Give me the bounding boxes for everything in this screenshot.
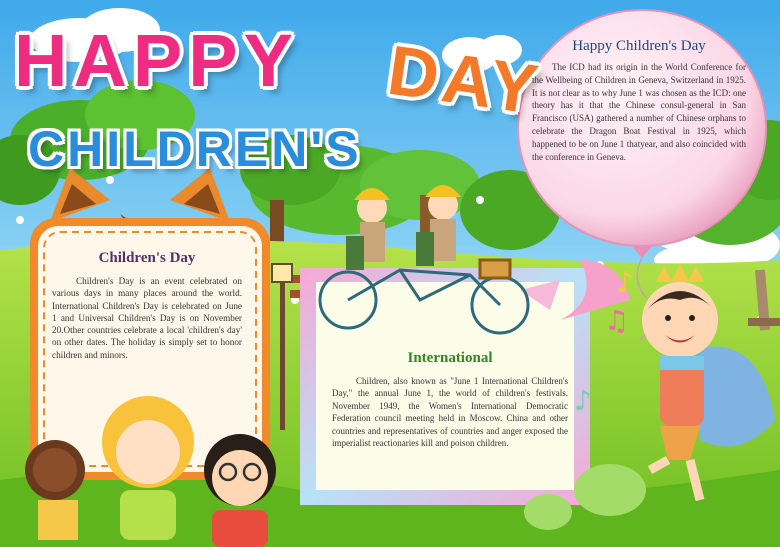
panel-balloon-heading: Happy Children's Day	[572, 38, 706, 54]
title-happy: HAPPY	[14, 19, 299, 102]
svg-text:♪: ♪	[574, 384, 592, 417]
panel-center	[332, 350, 568, 449]
panel-left-body: Children's Day is an event celebrated on various days in many places around the world. International Children's Day is celebrated on June 1 and Universal Children's Day is on November 20.Other countries celebrate a local 'children's day' on other dates. The holiday is simply set to honor children and minors.	[52, 276, 242, 360]
svg-text:♫: ♫	[604, 304, 630, 337]
panel-center-heading: International	[407, 350, 493, 366]
panel-balloon	[532, 38, 746, 163]
panel-balloon-body: The ICD had its origin in the World Conference for the Wellbeing of Children in Geneva, Switzerland in 1925. It is not clear as to why June 1 was chosen as the ICD: one theory has it that the Chinese consul-general in San Francisco (USA) gathered a number of Chinese orphans to celebrate the Dragon Boat Festival in 1925, which happened to be on June 1 thatyear, and also coincided with the conference in Geneva.	[532, 62, 746, 162]
title-childrens: CHILDREN'S	[28, 121, 362, 177]
panel-center-body: Children, also known as "June 1 International Children's Day," the annual June 1, the world of children's festivals. November 1949, the Women's International Democratic Federation council meeting held in Moscow. China and other countries and representatives of countries and anger exposed the imperialist reactionaries kill and poison children.	[332, 376, 568, 449]
panel-left	[52, 250, 242, 361]
title-day: DAY	[383, 30, 547, 130]
panel-left-heading: Children's Day	[98, 250, 196, 266]
svg-text:♪: ♪	[616, 266, 634, 299]
